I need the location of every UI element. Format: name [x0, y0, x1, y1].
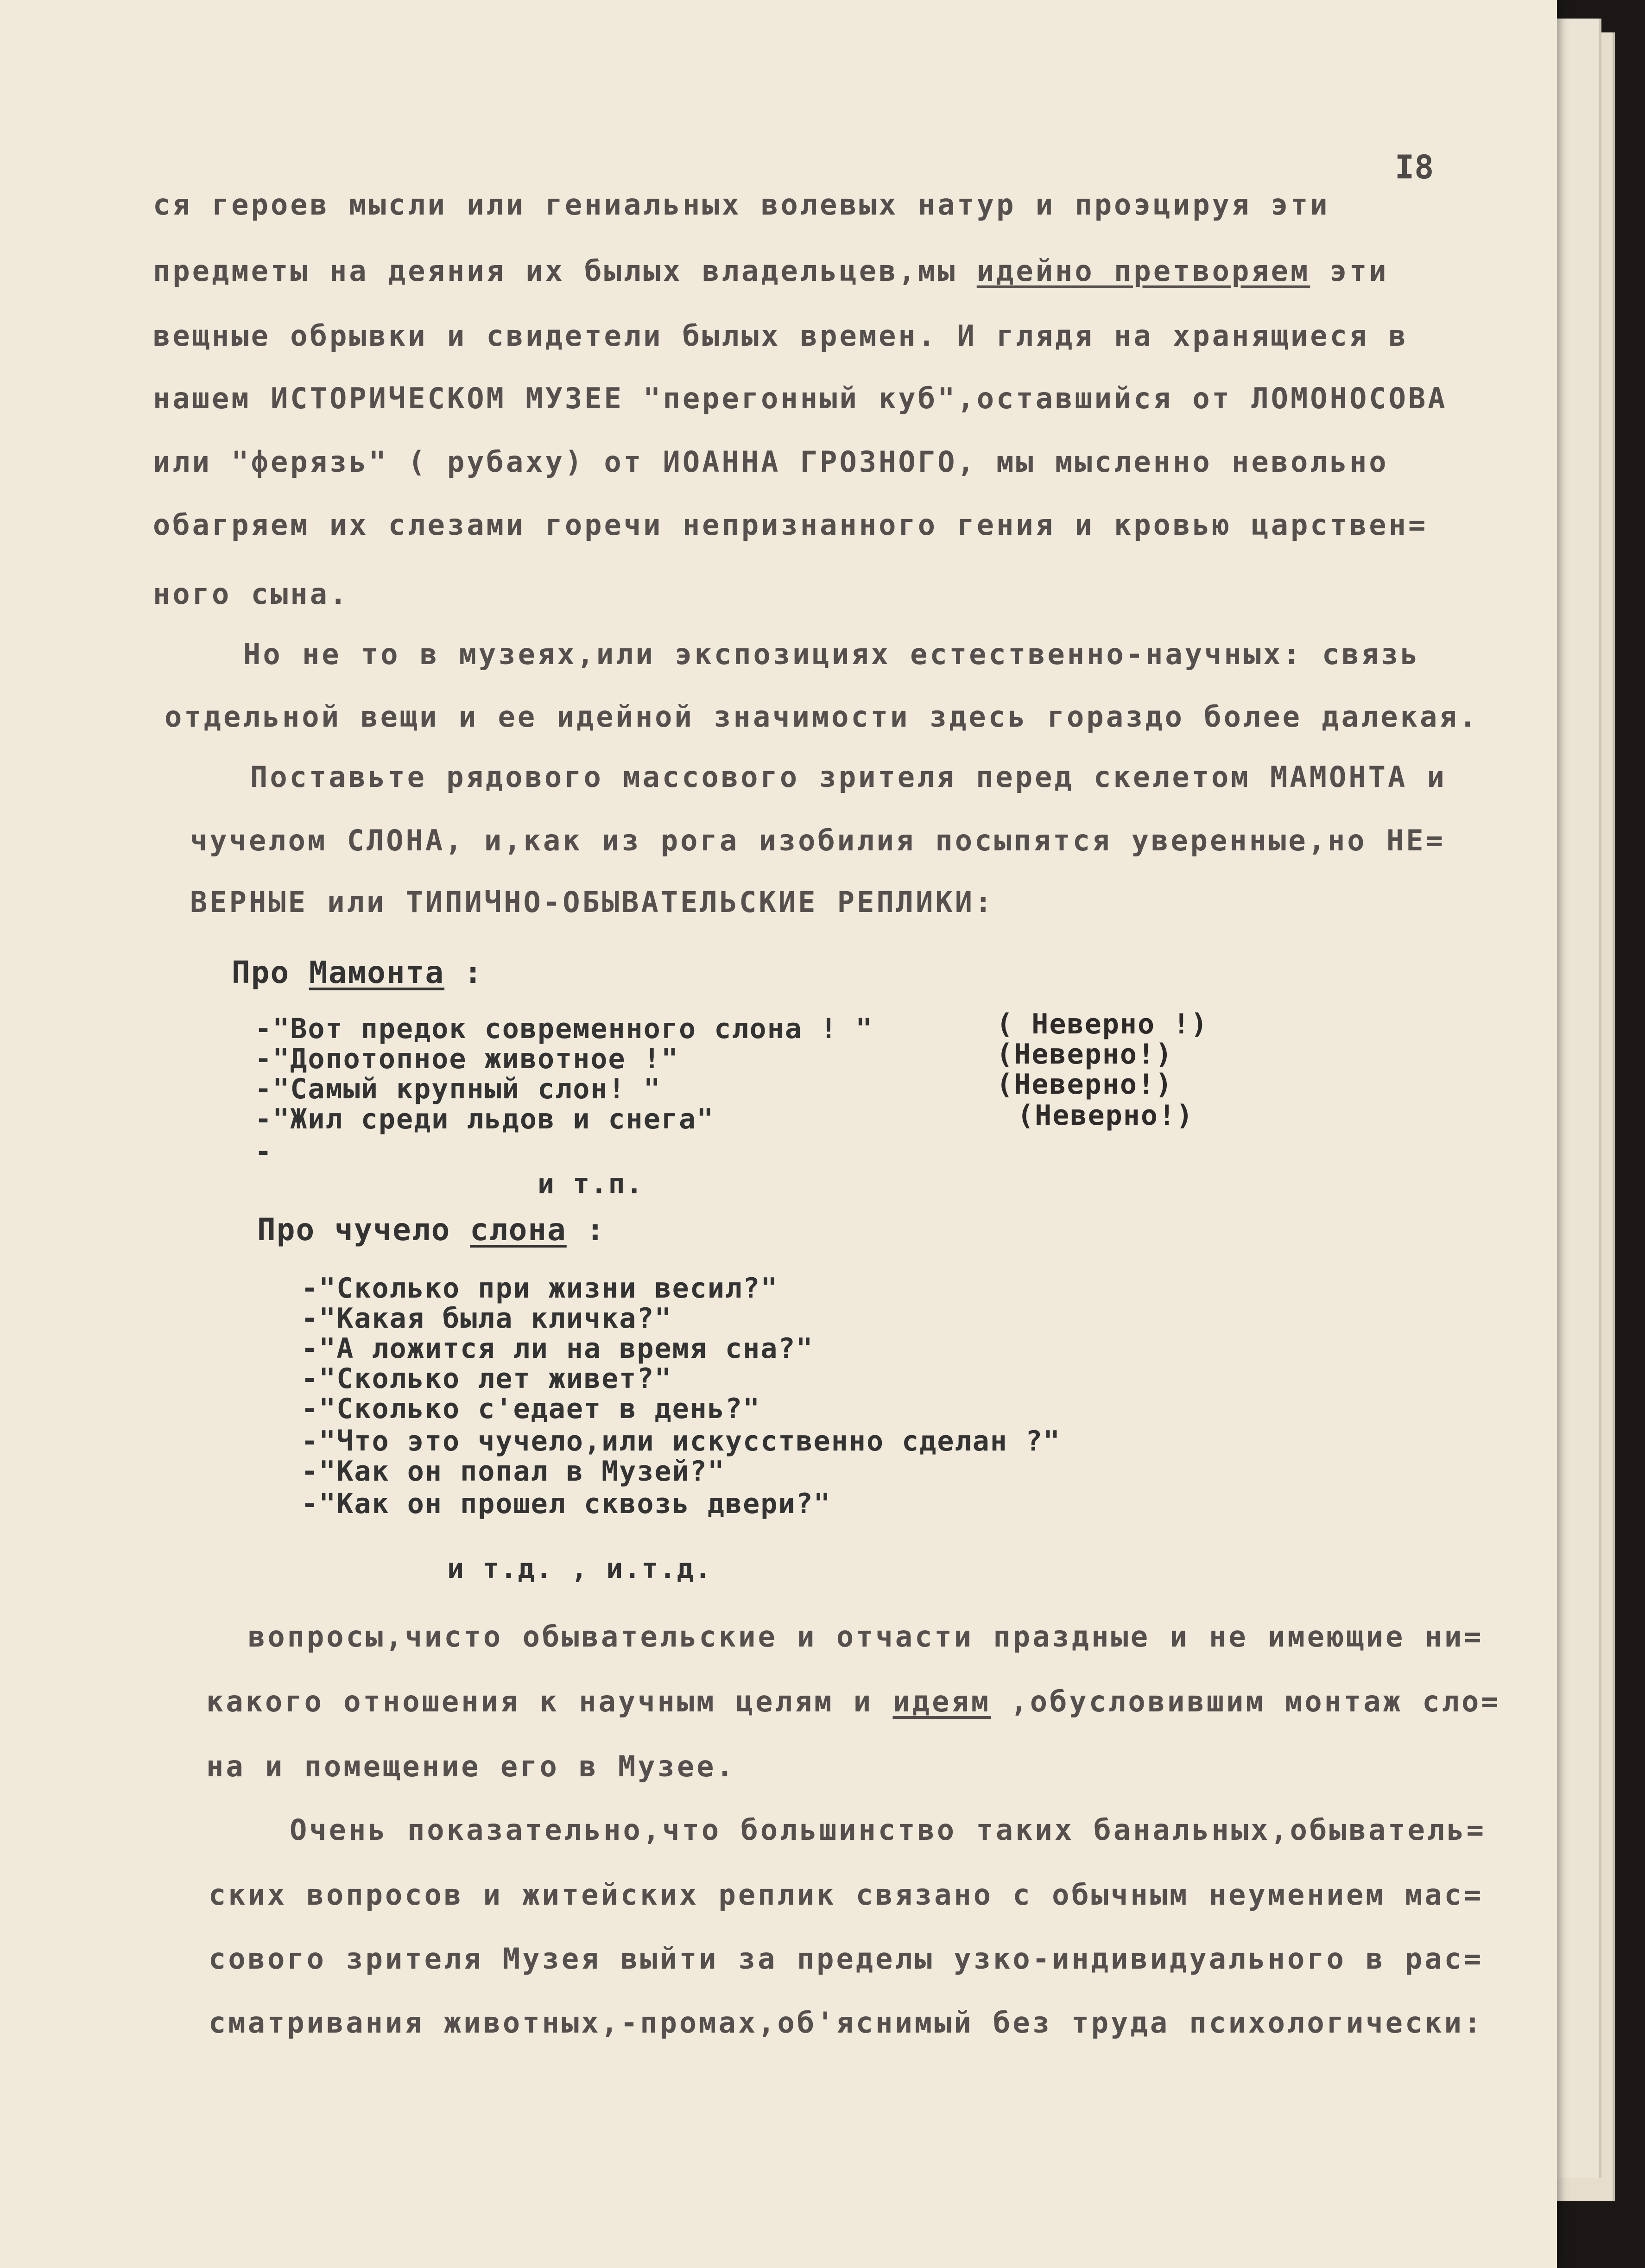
underlined-word: слона — [470, 1212, 567, 1248]
paragraph1-line: обагряем их слезами горечи непризнанного гения и кровью царствен= — [153, 508, 1428, 542]
paragraph5-line: сматривания животных,-промах,об'яснимый без труда психологически: — [209, 2006, 1484, 2040]
paragraph1-line: или "ферязь" ( рубаху) от ИОАННА ГРОЗНОГО, мы мысленно невольно — [153, 445, 1389, 479]
elephant-quote: -"Сколько при жизни весил?" — [301, 1272, 778, 1305]
verdict: (Неверно!) — [996, 1068, 1173, 1101]
paragraph2-line: отдельной вещи и ее идейной значимости здесь гораздо более далекая. — [164, 700, 1479, 734]
elephant-quote: -"Какая была кличка?" — [301, 1302, 672, 1335]
mammoth-quote: -"Жил среди льдов и снега" — [255, 1103, 715, 1135]
paragraph4-line: на и помещение его в Музее. — [206, 1749, 736, 1783]
heading-suffix: : — [566, 1212, 606, 1248]
paragraph5-line: ских вопросов и житейских реплик связано с обычным неумением мас= — [209, 1878, 1484, 1912]
paragraph2-line: Но не то в музеях,или экспозициях естественно-научных: связь — [243, 637, 1420, 671]
mammoth-quote: -"Допотопное животное !" — [255, 1043, 679, 1075]
paragraph3-line: ВЕРНЫЕ или ТИПИЧНО-ОБЫВАТЕЛЬСКИЕ РЕПЛИКИ: — [190, 885, 994, 919]
paragraph1-line: предметы на деяния их былых владельцев,мы идейно претворяем эти — [153, 254, 1389, 288]
underlined-word: Мамонта — [309, 955, 445, 990]
verdict: (Неверно!) — [996, 1038, 1173, 1071]
underlined-word: идеям — [892, 1685, 991, 1718]
elephant-quote: -"Сколько лет живет?" — [301, 1362, 672, 1395]
paragraph1-line: вещные обрывки и свидетели былых времен. И глядя на хранящиеся в — [153, 319, 1408, 353]
paragraph1-line: ся героев мысли или гениальных волевых натур и проэцируя эти — [153, 188, 1330, 222]
paragraph4-line: вопросы,чисто обывательские и отчасти праздные и не имеющие ни= — [248, 1620, 1484, 1653]
heading-prefix: Про чучело — [257, 1212, 470, 1248]
heading-prefix: Про — [232, 955, 309, 990]
elephant-quote: -"Как он попал в Музей?" — [301, 1455, 725, 1488]
elephant-quote: -"А ложится ли на время сна?" — [301, 1332, 814, 1365]
elephant-quote: -"Что это чучело,или искусственно сделан ?" — [301, 1425, 1061, 1457]
mammoth-quote: -"Вот предок современного слона ! " — [255, 1013, 873, 1045]
mammoth-quote: -"Самый крупный слон! " — [255, 1073, 661, 1105]
elephant-quote: -"Как он прошел сквозь двери?" — [301, 1488, 831, 1520]
paragraph5-line: Очень показательно,что большинство таких банальных,обыватель= — [290, 1813, 1486, 1847]
paragraph1-line: ного сына. — [153, 577, 349, 611]
elephant-heading — [257, 1212, 605, 1248]
paragraph3-line: чучелом СЛОНА, и,как из рога изобилия посыпятся уверенные,но НЕ= — [190, 824, 1445, 857]
mammoth-heading — [232, 955, 483, 990]
verdict: ( Неверно !) — [996, 1008, 1208, 1040]
paragraph4-line: какого отношения к научным целям и идеям ,обусловившим монтаж сло= — [206, 1685, 1501, 1718]
mammoth-quote: - — [255, 1135, 273, 1168]
elephant-quote: -"Сколько с'едает в день?" — [301, 1393, 761, 1425]
underlined-phrase: идейно претворяем — [976, 254, 1310, 288]
paragraph5-line: сового зрителя Музея выйти за пределы узко-индивидуального в рас= — [209, 1942, 1484, 1976]
verdict: (Неверно!) — [1017, 1099, 1194, 1132]
heading-suffix: : — [444, 955, 483, 990]
paragraph1-line: нашем ИСТОРИЧЕСКОМ МУЗЕЕ "перегонный куб",оставшийся от ЛОМОНОСОВА — [153, 381, 1448, 415]
paragraph3-line: Поставьте рядового массового зрителя перед скелетом МАМОНТА и — [250, 760, 1447, 794]
etc-note: и т.д. , и.т.д. — [447, 1552, 712, 1585]
page-number: I8 — [1395, 148, 1434, 186]
etc-note: и т.п. — [538, 1168, 644, 1200]
